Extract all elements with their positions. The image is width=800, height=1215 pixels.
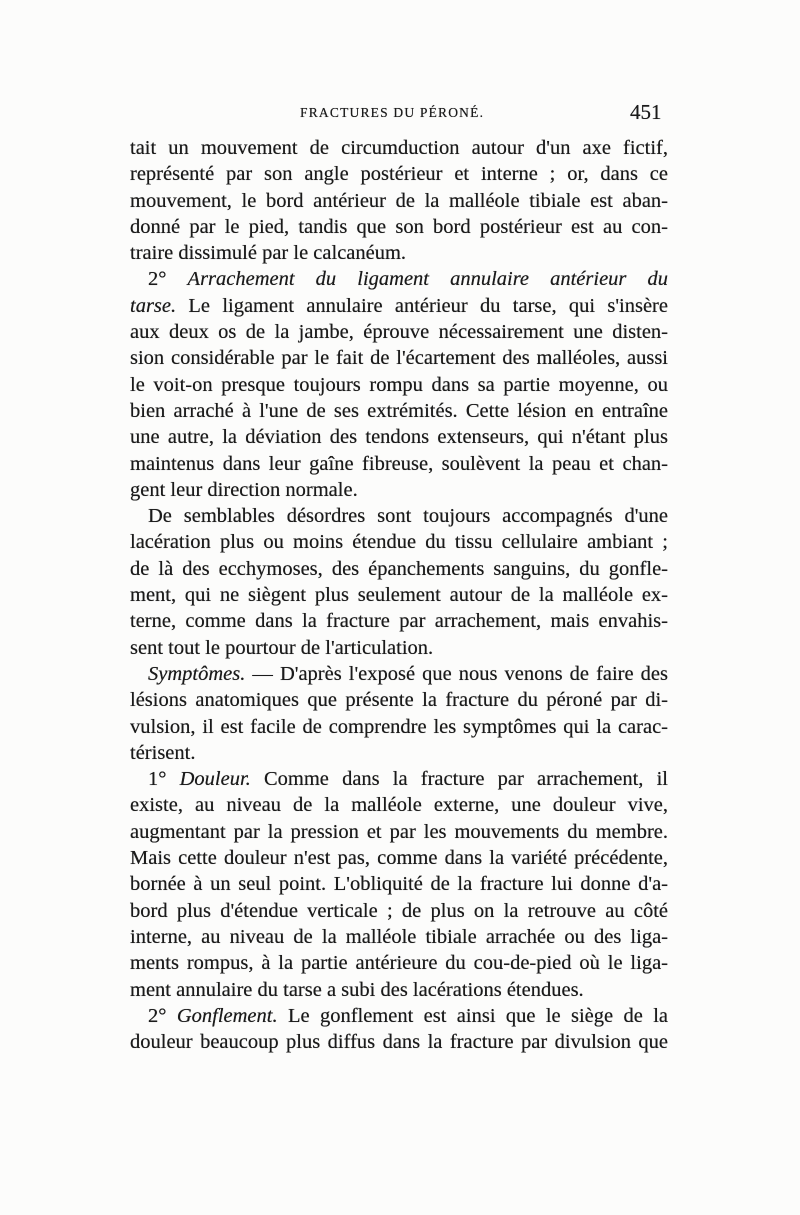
text-line: térisent. [130, 741, 196, 764]
text-line: Mais cette douleur n'est pas, comme dans la variété précédente, [130, 847, 668, 870]
text-line: interne, au niveau de la malléole tibiale arrachée ou des liga- [130, 925, 668, 948]
italic-heading: Symptômes. [148, 662, 246, 685]
text-line: maintenus dans leur gaîne fibreuse, soulèvent la peau et chan- [130, 452, 668, 475]
text-line: lésions anatomiques que présente la fracture du péroné par di- [130, 689, 668, 712]
text-line: tait un mouvement de circumduction autour d'un axe fictif, [130, 137, 668, 159]
italic-heading: Douleur. [179, 768, 251, 791]
section-number: 1° [148, 768, 180, 791]
text-line: ment, qui ne siègent plus seulement autour de la malléole ex- [130, 584, 668, 607]
text-line: aux deux os de la jambe, éprouve nécessairement une disten- [130, 321, 668, 344]
text-line: augmentant par la pression et par les mouvements du membre. [130, 820, 668, 843]
text-line: représenté par son angle postérieur et interne ; or, dans ce [130, 163, 668, 186]
text-line: douleur beaucoup plus diffus dans la fracture par divulsion que [130, 1031, 668, 1054]
line-text: Le gonflement est ainsi que le siège de la [277, 1004, 668, 1027]
italic-heading: Gonflement. [176, 1004, 278, 1027]
text-line: gent leur direction normale. [130, 478, 358, 501]
text-line: sent tout le pourtour de l'articulation. [130, 636, 434, 659]
section-number: 2° [148, 268, 188, 291]
text-line [130, 661, 668, 687]
text-line: ment annulaire du tarse a subi des lacérations étendues. [130, 978, 584, 1001]
text-line: donné par le pied, tandis que son bord postérieur est au con- [130, 215, 668, 238]
text-line: ments rompus, à la partie antérieure du cou-de-pied où le liga- [130, 952, 668, 975]
italic-heading: Arrachement du ligament annulaire antérieur du [187, 268, 668, 291]
running-title: FRACTURES DU PÉRONÉ. [300, 105, 485, 120]
text-line: lacération plus ou moins étendue du tissu cellulaire ambiant ; [130, 531, 668, 554]
text-line [130, 266, 668, 292]
text-line: le voit-on presque toujours rompu dans sa partie moyenne, ou [130, 373, 668, 396]
text-line: De semblables désordres sont toujours accompagnés d'une [148, 505, 668, 528]
text-line [130, 293, 668, 319]
page-number: 451 [630, 100, 662, 124]
text-line: terne, comme dans la fracture par arrachement, mais envahis- [130, 610, 668, 633]
line-text: Comme dans la fracture par arrachement, il [250, 768, 668, 791]
text-line: mouvement, le bord antérieur de la malléole tibiale est aban- [130, 189, 668, 212]
line-text: — D'après l'exposé que nous venons de faire des [245, 662, 668, 685]
line-text: Le ligament annulaire antérieur du tarse, qui s'insère [176, 294, 668, 317]
text-line: sion considérable par le fait de l'écartement des malléoles, aussi [130, 347, 668, 370]
text-line: bord plus d'étendue verticale ; de plus on la retrouve au côté [130, 899, 668, 922]
italic-heading: tarse. [130, 294, 177, 317]
text-line: bornée à un seul point. L'obliquité de la fracture lui donne d'a- [130, 873, 668, 896]
section-number: 2° [148, 1004, 177, 1027]
text-line [130, 1003, 668, 1029]
text-line: bien arraché à l'une de ses extrémités. Cette lésion en entraîne [130, 399, 668, 422]
text-line: de là des ecchymoses, des épanchements sanguins, du gonfle- [130, 557, 668, 580]
text-line: une autre, la déviation des tendons extenseurs, qui n'étant plus [130, 426, 668, 449]
body-text [130, 135, 668, 1055]
text-line: existe, au niveau de la malléole externe, une douleur vive, [130, 794, 668, 817]
text-line: traire dissimulé par le calcanéum. [130, 242, 407, 265]
text-line [130, 766, 668, 792]
text-line: vulsion, il est facile de comprendre les symptômes qui la carac- [130, 715, 668, 738]
running-header [0, 0, 800, 140]
